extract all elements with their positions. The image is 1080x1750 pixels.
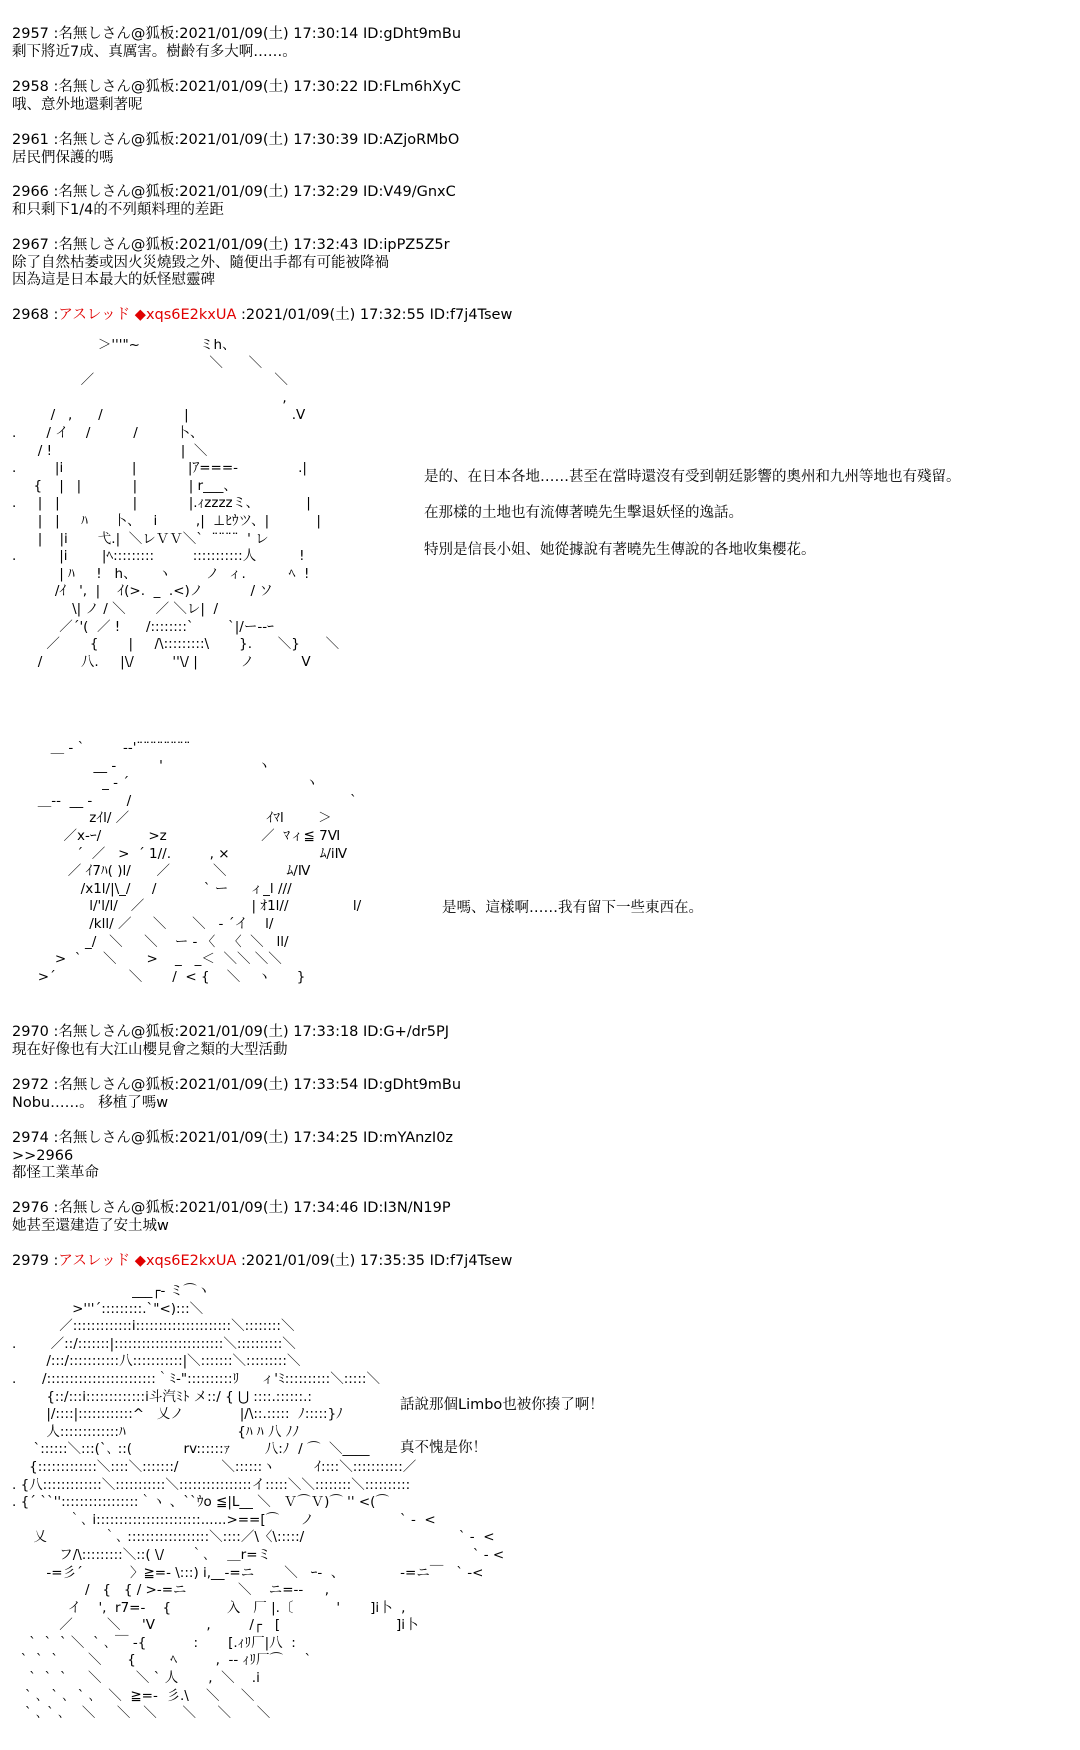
dialog-line: 話說那個Limbo也被你揍了啊！ xyxy=(400,1397,604,1413)
post-body-line: 因為這是日本最大的妖怪慰靈碑 xyxy=(12,272,215,289)
post-2967 xyxy=(12,237,1062,290)
post-number: 2968 : xyxy=(12,307,59,323)
post-2979 xyxy=(12,1253,1062,1271)
post-header: 2974 :名無しさん@狐板:2021/01/09(土) 17:34:25 ID:mYAnzI0z xyxy=(12,1130,454,1146)
post-header: 2967 :名無しさん@狐板:2021/01/09(土) 17:32:43 ID:ipPZ5Z5r xyxy=(12,237,450,253)
post-meta: :2021/01/09(土) 17:35:35 ID:f7j4Tsew xyxy=(236,1253,513,1269)
post-body-line: 和只剩下1/4的不列顛料理的差距 xyxy=(12,201,224,218)
post-header: 2958 :名無しさん@狐板:2021/01/09(土) 17:30:22 ID:FLm6hXyC xyxy=(12,79,461,95)
ascii-art-character-c: ___┌‐ ミ⌒ヽ >'''´:::::::::.`"<):::＼ ／:::::::::::::i:::::::::::::::::::::＼::::::::＼ . ／::/:::::::|::::::::::::::::::::::::＼::::::::::＼ /:::/:::::::::::八:::::::::::|＼:::::::＼:::::::::＼ . /::::::::::::::::::::::::｀ﾐ-"::::::::::ﾘ ィ'ﾐ::::::::::＼:::::＼ {::/:::i:::::::::::::i斗汽ﾐﾄ メ::/ { ⋃ ::::.::::::.: |/::::|::::::::::::^ 乂ノ |/\::.::::: ﾉ:::::}ﾉ 人:::::::::::::ﾊ {ﾊ ﾊ 八 ﾉﾉ `::::::＼:::(`､ ::( rv::::::ｧ 八:ﾉ / ⌒ ＼____ {:::::::::::::＼::::＼:::::::/ ＼::::::ヽ ｲ::::＼:::::::::::／ . {八:::::::::::::＼:::::::::::＼::::::::::::::::イ:::::＼＼::::::::＼:::::::::: . {´ ``'':::::::::::::::::｀ヽ 、``ｳo ≦|L__ ＼ Ｖ⌒Ｖ)⌒ '' <(⌒ ｀､ i:::::::::::::::::::::::......>==[⌒ ノ ` ‐ < 乂 ｀､ ::::::::::::::::::＼::::／\〈\:::::/ ` ‐ < フ/\:::::::::＼::( \/ ｀､ ＿r=ミ ` ‐ < -=彡´ 〉≧=- \:::) i,__-=ニ ＼ ｰ‐ 、 -=ニ￣ ` ‐< / { { / >-=ニ ＼ ニ=-- , イ ', r7=- { 入 厂 |.〔 ' ]i卜 , ／ ＼ 'V , /┌ [ ]i卜 ` ` ` ＼ ` ､ ￣ -{ : [.ｨﾘ厂|八 : ` ` ` ＼ { ﾍ , -‐ ｨﾘ厂⌒ ` ` ` ` ＼ ＼ ` 人 , ＼ .i ` ､ ` ､ ` ､ ＼ ≧=- 彡.\ ＼ ＼ ` ､ ` ､ ＼ ＼ ＼ ＼ ＼ ＼ xyxy=(12,1283,505,1722)
author-name[interactable]: アスレッド ◆xqs6E2kxUA xyxy=(58,1253,237,1269)
post-body-line: 她甚至還建造了安土城w xyxy=(12,1217,169,1234)
post-body-line: 居民們保護的嗎 xyxy=(12,149,114,166)
post-header: 2970 :名無しさん@狐板:2021/01/09(土) 17:33:18 ID:G+/dr5PJ xyxy=(12,1024,450,1040)
post-header: 2976 :名無しさん@狐板:2021/01/09(土) 17:34:46 ID:I3N/N19P xyxy=(12,1200,451,1216)
dialog-line: 是的、在日本各地……甚至在當時還沒有受到朝廷影響的奧州和九州等地也有殘留。 xyxy=(424,469,961,485)
post-2958 xyxy=(12,79,1062,114)
dialog-line: 在那樣的土地也有流傳著曉先生擊退妖怪的逸話。 xyxy=(424,505,743,521)
post-2966 xyxy=(12,184,1062,219)
post-2972 xyxy=(12,1077,1062,1112)
post-header: 2961 :名無しさん@狐板:2021/01/09(土) 17:30:39 ID:AZjoRMbO xyxy=(12,132,460,148)
post-header: 2972 :名無しさん@狐板:2021/01/09(土) 17:33:54 ID:gDht9mBu xyxy=(12,1077,462,1093)
post-2976 xyxy=(12,1200,1062,1235)
post-body-line: 剩下將近7成、真厲害。樹齡有多大啊……。 xyxy=(12,43,297,60)
post-2970 xyxy=(12,1024,1062,1059)
reply-link[interactable]: >>2966 xyxy=(12,1147,74,1164)
post-2974 xyxy=(12,1130,1062,1183)
dialog-line: 特別是信長小姐、她從據說有著曉先生傳說的各地收集櫻花。 xyxy=(424,542,816,558)
post-body-line: 都怪工業革命 xyxy=(12,1165,99,1182)
post-2957 xyxy=(12,26,1062,61)
post-body-line: 現在好像也有大江山櫻見會之類的大型活動 xyxy=(12,1041,288,1058)
dialog-line: 是嗎、這樣啊……我有留下一些東西在。 xyxy=(442,900,703,916)
dialog-line: 真不愧是你！ xyxy=(400,1440,487,1456)
post-body-line: 哦、意外地還剩著呢 xyxy=(12,96,143,113)
author-name[interactable]: アスレッド ◆xqs6E2kxUA xyxy=(58,307,237,323)
post-header: 2957 :名無しさん@狐板:2021/01/09(土) 17:30:14 ID:gDht9mBu xyxy=(12,26,462,42)
post-body-line: Nobu……。 移植了嗎w xyxy=(12,1094,169,1111)
post-body-line: 除了自然枯萎或因火災燒毀之外、隨便出手都有可能被降禍 xyxy=(12,254,389,271)
post-header xyxy=(12,1253,1062,1271)
ascii-art-character-b: ＿ - ` -‐'¨¨¨¨¨¨¨¨ __ - ' ヽ _ - ´ ヽ ＿-‐ __ - / ` zｲl/ ／ ｲﾏl ＞ ／x-ｰ/ >z ／ ﾏィ≦ 7Ⅵ ´ ／ > ´ 1//. , × ﾑ/iⅣ ／ ｲ7ﾊ( )l/ ／ ＼ ﾑ/Ⅳ /x1l/|\_/ / ` ー ィ_l /// l/'l/l/ ／ | ｵ1l// l/ /kll/ ／ ＼ ＼ - ´イ l/ _/ ＼ ＼ ー - 〈 〈 ＼ ll/ > ` ＼ > _ _＜ ＼＼ ＼＼ >´ ＼ / < { ＼ ヽ } xyxy=(37,740,362,985)
post-meta: :2021/01/09(土) 17:32:55 ID:f7j4Tsew xyxy=(236,307,513,323)
post-header: 2966 :名無しさん@狐板:2021/01/09(土) 17:32:29 ID:V49/GnxC xyxy=(12,184,456,200)
ascii-art-character-a: ＞'''"~ ミh、 ＼ ＼ ／ ＼ , / , / | .V . / イ / / 卜、 / ! | ＼ . |i | |ｱ===- .| { | | | | r___、 . | | | |.ｨzzzzミ、 | | | ﾊ 卜、 i ,| ⊥ﾋｳツ、| | | |i 弋.| ＼レＶＶ＼` ¨¨¨¨ ' レ . |i |ﾍ::::::::: :::::::::::人 ! | ﾊ ! h、 ヽ ノ ィ. ﾍ ! /ｲ ', | ｲ(>. _ .<)ノ / ソ \| ノ / ＼ ／ ＼レ| / ／´'( ／ ! /::::::::` `|/ー--ｰ ／ { | /\:::::::::\ }. ＼} ＼ / 八. |\/ ''\/ | ノ V xyxy=(12,337,340,670)
post-2961 xyxy=(12,132,1062,167)
post-number: 2979 : xyxy=(12,1253,59,1269)
post-2968 xyxy=(12,307,1062,325)
post-header xyxy=(12,307,1062,325)
